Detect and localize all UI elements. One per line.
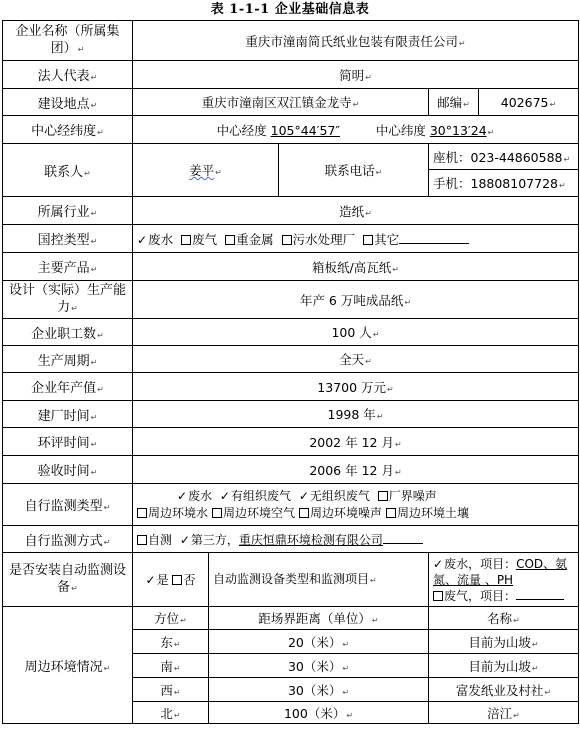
checkbox-icon: [386, 508, 396, 518]
row-monitor-type: [3, 484, 579, 526]
checkbox-icon: [299, 508, 309, 518]
option-other[interactable]: 其它: [363, 232, 469, 247]
checkbox-icon: [282, 235, 292, 245]
option-no[interactable]: 否: [172, 573, 195, 587]
checkbox-icon: [137, 508, 147, 518]
built-value: 1998 年↵: [133, 401, 579, 428]
header-name: 名称↵: [429, 607, 579, 630]
distance-west: 30（米）↵: [209, 678, 429, 702]
row-capacity: [3, 281, 579, 319]
control-type-options: [133, 225, 579, 253]
company-name-value: 重庆市潼南简氏纸业包装有限责任公司↵: [133, 21, 579, 61]
row-surroundings-header: [3, 607, 579, 630]
option-self-test[interactable]: 自测: [137, 533, 172, 547]
staff-value: 100 人↵: [133, 319, 579, 346]
check-icon: ✓: [179, 532, 190, 547]
auto-monitor-items: ✓废水，项目：COD、氨氮、流量 、PH 废气，项目：: [429, 553, 579, 607]
acceptance-value: 2006 年 12 月↵: [133, 456, 579, 484]
option-monitor-organized-gas[interactable]: ✓有组织废气: [219, 488, 291, 503]
auto-monitor-type-label: 自动监测设备类型和监测项目↵: [209, 553, 429, 607]
check-icon: ✓: [219, 488, 230, 503]
row-monitor-mode: [3, 526, 579, 553]
industry-value: 造纸↵: [133, 197, 579, 225]
monitor-mode-options: [133, 526, 579, 553]
option-heavy-metal[interactable]: 重金属: [225, 232, 274, 247]
contact-label: 联系人↵: [3, 144, 133, 197]
distance-north: 100（米）↵: [209, 702, 429, 724]
cycle-label: 生产周期↵: [3, 346, 133, 373]
checkbox-icon: [181, 235, 191, 245]
option-monitor-boundary-noise[interactable]: 厂界噪声: [378, 489, 437, 503]
row-legal-rep: [3, 61, 579, 89]
checkbox-icon: [225, 235, 235, 245]
row-coords: [3, 116, 579, 144]
legal-rep-value: 简明↵: [133, 61, 579, 89]
option-monitor-env-soil[interactable]: 周边环境土壤: [386, 506, 469, 520]
checkbox-icon: [378, 491, 388, 501]
company-name-label: 企业名称（所属集团）↵: [3, 21, 133, 61]
staff-label: 企业职工数↵: [3, 319, 133, 346]
direction-west: 西↵: [133, 678, 209, 702]
latitude-value: 30°13′24: [429, 122, 487, 138]
control-type-label: 国控类型↵: [3, 225, 133, 253]
option-yes[interactable]: ✓是: [145, 573, 169, 587]
check-icon: ✓: [137, 232, 148, 247]
option-monitor-env-noise[interactable]: 周边环境噪声: [299, 506, 382, 520]
distance-south: 30（米）↵: [209, 654, 429, 678]
monitor-type-options: [133, 484, 579, 526]
header-distance: 距场界距离（单位）↵: [209, 607, 429, 630]
direction-north: 北↵: [133, 702, 209, 724]
check-icon: ✓: [145, 573, 156, 587]
coords-label: 中心经纬度↵: [3, 116, 133, 144]
cycle-value: 全天↵: [133, 346, 579, 373]
row-built: [3, 401, 579, 428]
option-monitor-fugitive-gas[interactable]: ✓无组织废气: [298, 488, 370, 503]
third-party-name: 重庆恒鼎环境检测有限公司: [238, 532, 383, 547]
row-auto-monitor: [3, 553, 579, 607]
direction-east: 东↵: [133, 630, 209, 654]
postcode-value: 402675↵: [479, 89, 579, 116]
row-products: [3, 253, 579, 281]
check-icon: ✓: [177, 488, 188, 503]
monitor-type-label: 自行监测类型↵: [3, 484, 133, 526]
option-sewage-plant[interactable]: 污水处理厂: [282, 232, 356, 247]
location-label: 建设地点↵: [3, 89, 133, 116]
table-title: 表 1-1-1 企业基础信息表: [210, 2, 370, 17]
option-wastewater[interactable]: ✓废水: [137, 231, 174, 247]
industry-label: 所属行业↵: [3, 197, 133, 225]
mobile-value: 手机：18808107728↵: [429, 170, 579, 197]
phone-label: 联系电话↵: [279, 144, 429, 197]
monitor-mode-label: 自行监测方式↵: [3, 526, 133, 553]
capacity-value: 年产 6 万吨成品纸↵: [133, 281, 579, 319]
surroundings-label: 周边环境情况↵: [3, 607, 133, 724]
name-east: 目前为山坡↵: [429, 630, 579, 654]
check-icon: ✓: [433, 556, 444, 571]
longitude-value: 105°44′57″: [270, 122, 341, 138]
name-north: 涪江↵: [429, 702, 579, 724]
name-south: 目前为山坡↵: [429, 654, 579, 678]
capacity-label: 设计（实际）生产能力↵: [3, 281, 133, 319]
checkbox-icon: [363, 235, 373, 245]
built-label: 建厂时间↵: [3, 401, 133, 428]
row-control-type: [3, 225, 579, 253]
option-third-party[interactable]: ✓第三方，重庆恒鼎环境检测有限公司: [180, 533, 423, 547]
checkbox-icon: [172, 575, 182, 585]
acceptance-label: 验收时间↵: [3, 456, 133, 484]
checkbox-icon: [212, 508, 222, 518]
row-acceptance: [3, 456, 579, 484]
row-location: [3, 89, 579, 116]
coords-value: 中心经度 105°44′57″ 中心纬度 30°13′24↵: [133, 116, 579, 144]
postcode-label: 邮编↵: [429, 89, 479, 116]
eia-value: 2002 年 12 月↵: [133, 428, 579, 456]
row-industry: [3, 197, 579, 225]
option-waste-gas[interactable]: 废气: [181, 232, 217, 247]
name-west: 富发纸业及村社↵: [429, 678, 579, 702]
option-monitor-env-water[interactable]: 周边环境水: [137, 506, 208, 520]
eia-label: 环评时间↵: [3, 428, 133, 456]
auto-monitor-label: 是否安装自动监测设备↵: [3, 553, 133, 607]
other-blank[interactable]: [399, 232, 469, 244]
output-value: 13700 万元↵: [133, 373, 579, 401]
landline-value: 座机：023-44860588↵: [429, 144, 579, 170]
direction-south: 南↵: [133, 654, 209, 678]
output-label: 企业年产值↵: [3, 373, 133, 401]
legal-rep-label: 法人代表↵: [3, 61, 133, 89]
products-value: 箱板纸/高瓦纸↵: [133, 253, 579, 281]
enterprise-info-table: [2, 20, 579, 724]
water-items: COD、氨氮、流量 、PH: [433, 556, 568, 587]
contact-name: 姜平↵: [133, 144, 279, 197]
row-contact-1: [3, 144, 579, 170]
header-direction: 方位↵: [133, 607, 209, 630]
option-monitor-wastewater[interactable]: ✓废水: [177, 488, 213, 503]
row-cycle: [3, 346, 579, 373]
option-monitor-env-air[interactable]: 周边环境空气: [212, 506, 295, 520]
auto-monitor-options: [133, 553, 209, 607]
row-eia: [3, 428, 579, 456]
products-label: 主要产品↵: [3, 253, 133, 281]
location-value: 重庆市潼南区双江镇金龙寺↵: [133, 89, 429, 116]
distance-east: 20（米）↵: [209, 630, 429, 654]
row-company-name: [3, 21, 579, 61]
gas-items-blank[interactable]: [516, 588, 564, 600]
row-output: [3, 373, 579, 401]
check-icon: ✓: [298, 488, 309, 503]
row-staff: [3, 319, 579, 346]
checkbox-icon: [137, 535, 147, 545]
checkbox-icon: [433, 591, 443, 601]
